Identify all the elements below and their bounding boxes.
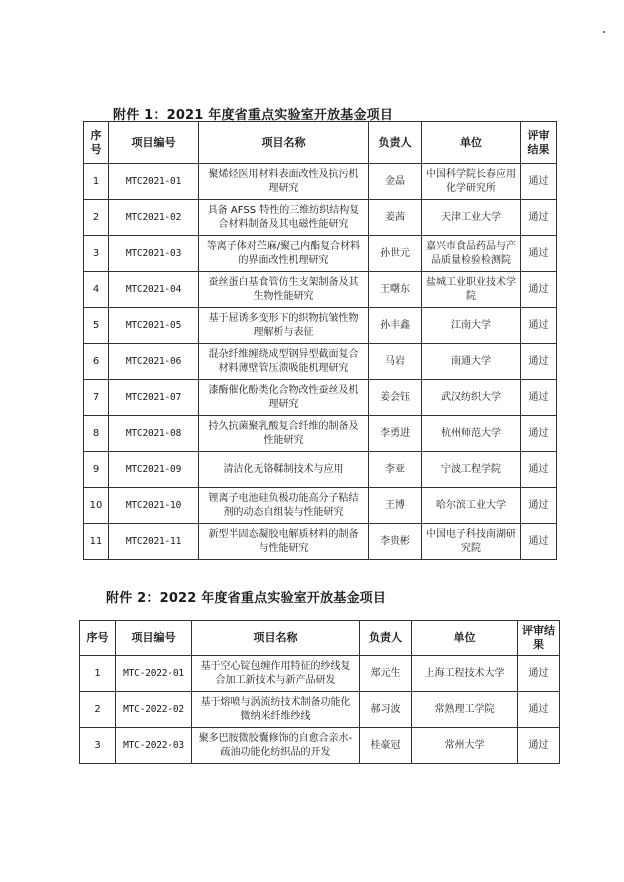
project-code-cell: MTC2021-11: [109, 524, 199, 560]
project-code-cell: MTC2021-05: [109, 308, 199, 344]
seq-cell: 1: [80, 656, 116, 692]
table-row: [84, 380, 557, 416]
table-header-row: [84, 122, 557, 164]
seq-cell: 10: [84, 488, 109, 524]
project-code-cell: MTC-2022-03: [116, 728, 192, 764]
result-cell: 通过: [521, 164, 557, 200]
unit-cell: 常熟理工学院: [412, 692, 518, 728]
project-name-cell: 基于空心锭包缠作用特征的纱线复合加工新技术与新产品研发: [192, 656, 360, 692]
table-row: [80, 692, 560, 728]
project-name-cell: 基于屈诱多变形下的织物抗皱性物理解析与表征: [199, 308, 369, 344]
leader-cell: 姜会钰: [369, 380, 422, 416]
project-code-cell: MTC2021-03: [109, 236, 199, 272]
table-row: [84, 200, 557, 236]
project-name-cell: 漆酶催化酚类化合物改性蚕丝及机理研究: [199, 380, 369, 416]
unit-cell: 上海工程技术大学: [412, 656, 518, 692]
project-name-cell: 基于熔喷与涡流纺技术制备功能化微纳米纤维纱线: [192, 692, 360, 728]
result-cell: 通过: [521, 308, 557, 344]
project-name-cell: 持久抗菌聚乳酸复合纤维的制备及性能研究: [199, 416, 369, 452]
unit-cell: 武汉纺织大学: [422, 380, 521, 416]
result-cell: 通过: [521, 200, 557, 236]
leader-cell: 李贵彬: [369, 524, 422, 560]
leader-cell: 姜茜: [369, 200, 422, 236]
project-name-cell: 蚕丝蛋白基食管仿生支架制备及其生物性能研究: [199, 272, 369, 308]
table-row: [84, 164, 557, 200]
header-seq: 序号: [80, 621, 116, 656]
unit-cell: 宁波工程学院: [422, 452, 521, 488]
project-name-cell: 聚多巴胺微胶囊修饰的自愈合亲水-疏油功能化纺织品的开发: [192, 728, 360, 764]
seq-cell: 9: [84, 452, 109, 488]
seq-cell: 8: [84, 416, 109, 452]
project-code-cell: MTC2021-07: [109, 380, 199, 416]
project-code-cell: MTC2021-08: [109, 416, 199, 452]
result-cell: 通过: [521, 452, 557, 488]
header-leader: 负责人: [360, 621, 412, 656]
result-cell: 通过: [521, 380, 557, 416]
project-code-cell: MTC2021-09: [109, 452, 199, 488]
header-seq: 序号: [84, 122, 109, 164]
leader-cell: 李勇进: [369, 416, 422, 452]
header-name: 项目名称: [192, 621, 360, 656]
leader-cell: 金晶: [369, 164, 422, 200]
project-code-cell: MTC2021-01: [109, 164, 199, 200]
header-unit: 单位: [422, 122, 521, 164]
result-cell: 通过: [521, 488, 557, 524]
table-row: [80, 656, 560, 692]
leader-cell: 王曙东: [369, 272, 422, 308]
leader-cell: 桂豪冠: [360, 728, 412, 764]
seq-cell: 3: [84, 236, 109, 272]
unit-cell: 嘉兴市食品药品与产品质量检验检测院: [422, 236, 521, 272]
seq-cell: 4: [84, 272, 109, 308]
table-row: [84, 344, 557, 380]
project-code-cell: MTC2021-10: [109, 488, 199, 524]
table-header-row: [80, 621, 560, 656]
project-name-cell: 锂离子电池硅负极功能高分子粘结剂的动态自组装与性能研究: [199, 488, 369, 524]
unit-cell: 天津工业大学: [422, 200, 521, 236]
result-cell: 通过: [521, 416, 557, 452]
unit-cell: 中国电子科技南湖研究院: [422, 524, 521, 560]
leader-cell: 王博: [369, 488, 422, 524]
header-result: 评审结果: [521, 122, 557, 164]
header-leader: 负责人: [369, 122, 422, 164]
unit-cell: 南通大学: [422, 344, 521, 380]
table-row: [84, 236, 557, 272]
result-cell: 通过: [521, 272, 557, 308]
leader-cell: 李亚: [369, 452, 422, 488]
scan-speck: [603, 31, 605, 33]
header-name: 项目名称: [199, 122, 369, 164]
unit-cell: 杭州师范大学: [422, 416, 521, 452]
project-name-cell: 新型半固态凝胶电解质材料的制备与性能研究: [199, 524, 369, 560]
project-code-cell: MTC2021-02: [109, 200, 199, 236]
annex2-table: [79, 620, 560, 764]
annex2-title: 附件 2：2022 年度省重点实验室开放基金项目: [106, 591, 387, 606]
project-name-cell: 清洁化无铬鞣制技术与应用: [199, 452, 369, 488]
seq-cell: 2: [80, 692, 116, 728]
annex1-table: [83, 121, 557, 560]
project-code-cell: MTC2021-06: [109, 344, 199, 380]
result-cell: 通过: [521, 236, 557, 272]
unit-cell: 盐城工业职业技术学院: [422, 272, 521, 308]
header-code: 项目编号: [116, 621, 192, 656]
table-row: [84, 452, 557, 488]
table-row: [84, 416, 557, 452]
project-code-cell: MTC-2022-01: [116, 656, 192, 692]
seq-cell: 11: [84, 524, 109, 560]
result-cell: 通过: [521, 524, 557, 560]
project-name-cell: 具备 AFSS 特性的三维纺织结构复合材料制备及其电磁性能研究: [199, 200, 369, 236]
leader-cell: 郑元生: [360, 656, 412, 692]
unit-cell: 哈尔滨工业大学: [422, 488, 521, 524]
seq-cell: 6: [84, 344, 109, 380]
unit-cell: 常州大学: [412, 728, 518, 764]
unit-cell: 中国科学院长春应用化学研究所: [422, 164, 521, 200]
table-row: [80, 728, 560, 764]
header-unit: 单位: [412, 621, 518, 656]
table-row: [84, 524, 557, 560]
leader-cell: 孙世元: [369, 236, 422, 272]
table-row: [84, 488, 557, 524]
leader-cell: 郝习波: [360, 692, 412, 728]
result-cell: 通过: [521, 344, 557, 380]
project-name-cell: 混杂纤维缠绕成型钢异型截面复合材料薄壁管压溃吸能机理研究: [199, 344, 369, 380]
leader-cell: 马岩: [369, 344, 422, 380]
project-name-cell: 聚烯烃医用材料表面改性及抗污机理研究: [199, 164, 369, 200]
table-row: [84, 308, 557, 344]
result-cell: 通过: [518, 692, 560, 728]
project-code-cell: MTC2021-04: [109, 272, 199, 308]
result-cell: 通过: [518, 728, 560, 764]
seq-cell: 1: [84, 164, 109, 200]
leader-cell: 孙丰鑫: [369, 308, 422, 344]
result-cell: 通过: [518, 656, 560, 692]
header-code: 项目编号: [109, 122, 199, 164]
seq-cell: 3: [80, 728, 116, 764]
annex1-title: 附件 1：2021 年度省重点实验室开放基金项目: [113, 108, 394, 123]
project-name-cell: 等离子体对苎麻/聚己内酯复合材料的界面改性机理研究: [199, 236, 369, 272]
unit-cell: 江南大学: [422, 308, 521, 344]
seq-cell: 2: [84, 200, 109, 236]
seq-cell: 5: [84, 308, 109, 344]
seq-cell: 7: [84, 380, 109, 416]
project-code-cell: MTC-2022-02: [116, 692, 192, 728]
table-row: [84, 272, 557, 308]
header-result: 评审结果: [518, 621, 560, 656]
